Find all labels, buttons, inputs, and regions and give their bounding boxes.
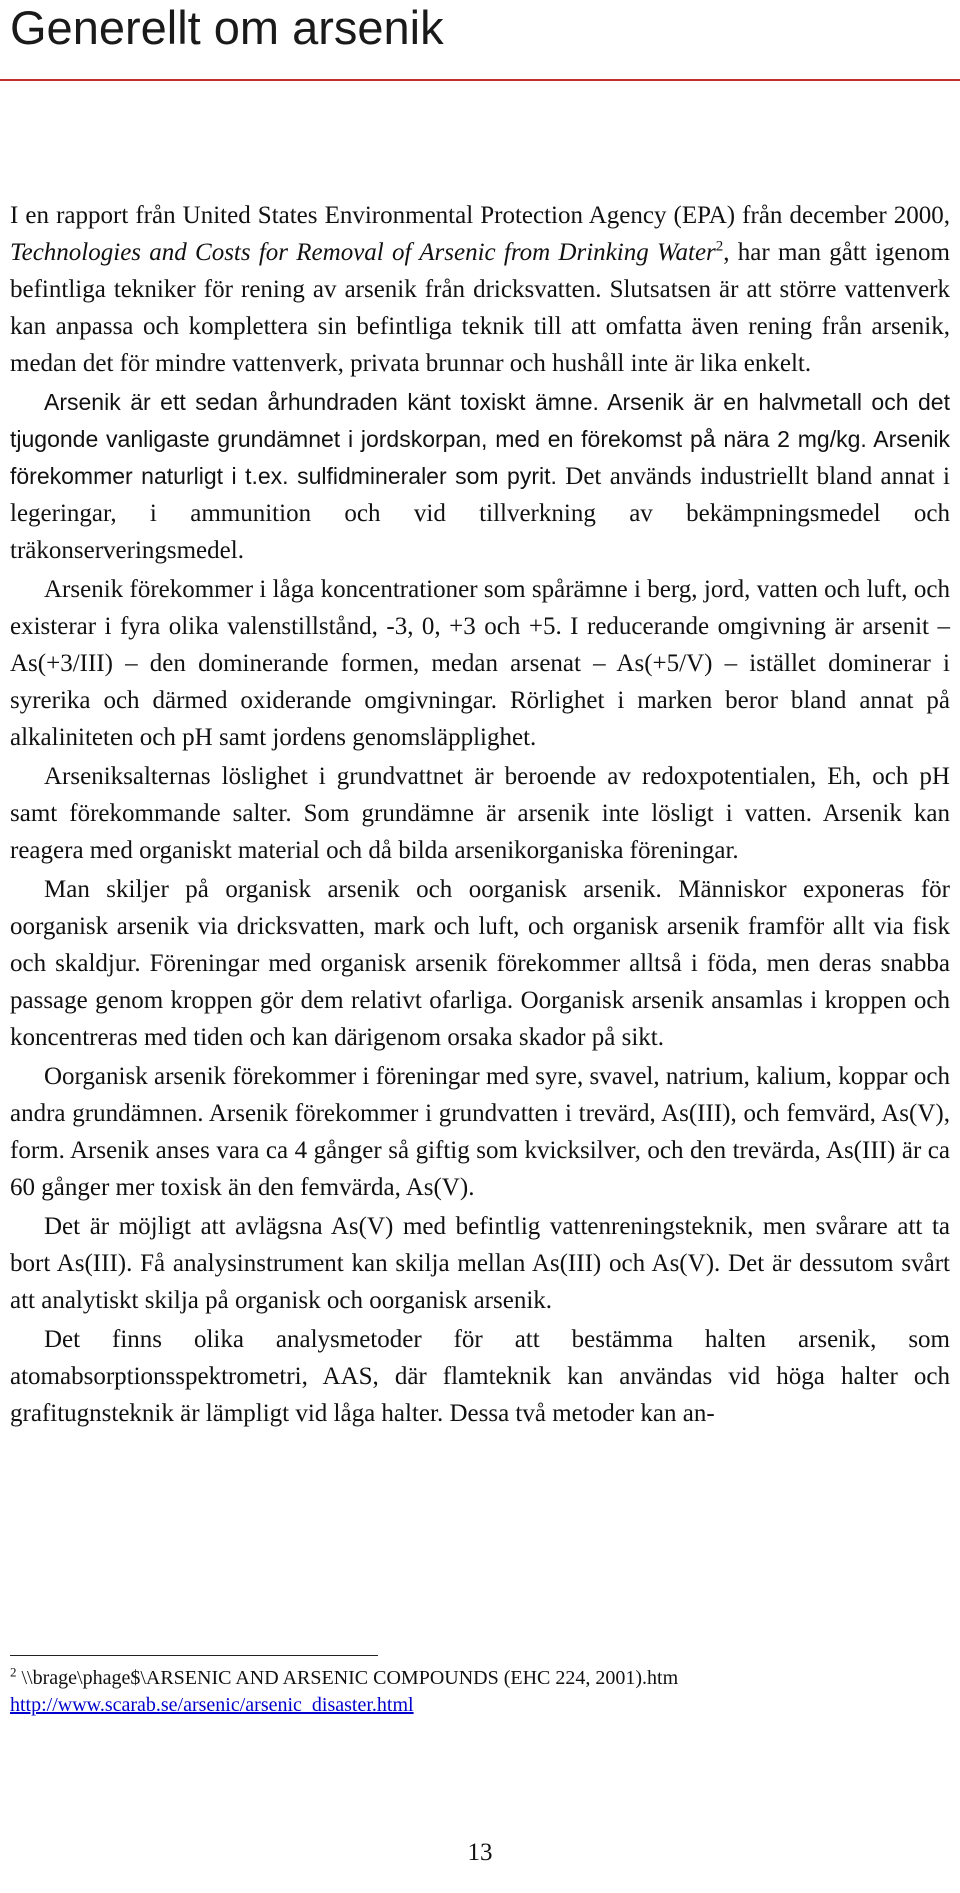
paragraph-solubility: Arseniksalternas löslighet i grundvattnet är beroende av redoxpotentialen, Eh, och pH samt förekommande salter. Som grundämne är arsenik inte lösligt i vatten. Arsenik kan reagera med organiskt material och då bilda arsenikorganiska föreningar.: [10, 763, 950, 864]
footnote-link[interactable]: http://www.scarab.se/arsenic/arsenic_disaster.html: [10, 1694, 414, 1716]
paragraph-removal: Det är möjligt att avlägsna As(V) med befintlig vattenreningsteknik, men svårare att ta bort As(III). Få analysinstrument kan skilja mellan As(III) och As(V). Det är dessutom svårt att analytiskt skilja på organisk och oorganisk arsenik.: [10, 1213, 950, 1314]
body-text: [10, 197, 950, 1434]
footnote-2: [10, 1665, 950, 1692]
footnote-separator: [10, 1655, 378, 1656]
paragraph-compounds: Oorganisk arsenik förekommer i föreningar med syre, svavel, natrium, kalium, koppar och andra grundämnen. Arsenik förekommer i grundvatten i trevärd, As(III), och femvärd, As(V), form. Arsenik anses vara ca 4 gånger så giftig som kvicksilver, och den trevärda, As(III) är ca 60 gånger mer toxisk än den femvärda, As(V).: [10, 1063, 950, 1201]
page-number: 13: [467, 1839, 493, 1866]
heading-underline: [0, 79, 960, 81]
section-heading: Generellt om arsenik: [10, 1, 444, 54]
paragraph-arsenic-intro: [10, 384, 950, 569]
report-title: Technologies and Costs for Removal of Arsenic from Drinking Water: [10, 239, 716, 266]
p2-text-serif: Det används industriellt bland annat i legeringar, i ammunition och vid tillverkning av bekämpningsmedel och träkonserveringsmedel.: [10, 463, 951, 564]
footnotes: [10, 1665, 950, 1719]
footnote-text: \\brage\phage$\ARSENIC AND ARSENIC COMPOUNDS (EHC 224, 2001).htm: [16, 1667, 679, 1689]
paragraph-analysis-methods: Det finns olika analysmetoder för att bestämma halten arsenik, som atomabsorptionsspektrometri, AAS, där flamteknik kan användas vid höga halter och grafitugnsteknik är lämpligt vid låga halter. Dessa två metoder kan an-: [10, 1326, 950, 1427]
paragraph-organic-inorganic: Man skiljer på organisk arsenik och oorganisk arsenik. Människor exponeras för oorganisk arsenik via dricksvatten, mark och luft, och organisk arsenik framför allt via fisk och skaldjur. Föreningar med organisk arsenik förekommer alltså i föda, men deras snabba passage genom kroppen gör dem relativt ofarliga. Oorganisk arsenik ansamlas i kroppen och koncentreras med tiden och kan därigenom orsaka skador på sikt.: [10, 876, 950, 1051]
paragraph-valence-states: Arsenik förekommer i låga koncentrationer som spårämne i berg, jord, vatten och luft, och existerar i fyra olika valenstillstånd, -3, 0, +3 och +5. I reducerande omgivning är arsenit – As(+3/III) – den dominerande formen, medan arsenat – As(+5/V) – istället dominerar i syrerika och därmed oxiderande omgivningar. Rörlighet i marken beror bland annat på alkaliniteten och pH samt jordens genomsläpplighet.: [10, 576, 950, 751]
footnote-number: 2: [10, 1664, 17, 1680]
footnote-reference[interactable]: 2: [715, 238, 724, 255]
footnote-link-line: [10, 1692, 950, 1719]
p1-text-b: , har man gått igenom befintliga tekniker för rening av arsenik från dricksvatten. Slutsatsen är att större vattenverk kan anpassa och komplettera sin befintliga teknik till att omfatta även rening från arsenik, medan det för mindre vattenverk, privata brunnar och hushåll inte är lika enkelt.: [10, 239, 950, 377]
p2-text-sans: Arsenik är ett sedan århundraden känt toxiskt ämne. Arsenik är en halvmetall och det tjugonde vanligaste grundämnet i jordskorpan, med en förekomst på nära 2 mg/kg. Arsenik förekommer naturligt i t.ex. sulfidmineraler som pyrit.: [10, 389, 950, 489]
p1-text-a: I en rapport från United States Environmental Protection Agency (EPA) från december 2000,: [10, 202, 950, 229]
paragraph-epa-report: [10, 197, 950, 382]
